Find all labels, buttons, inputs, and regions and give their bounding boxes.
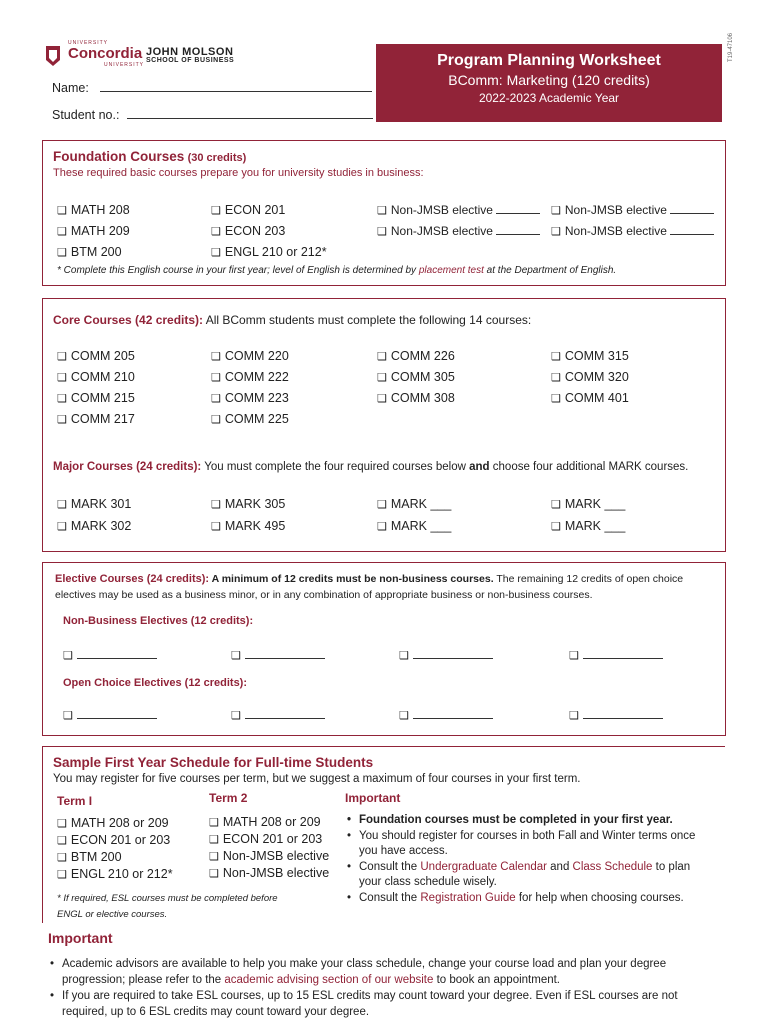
schedule-item[interactable]: ❑ ECON 201 or 203 <box>57 833 170 847</box>
important-heading: Important <box>345 791 401 805</box>
important-item: • Consult the Registration Guide for help when choosing courses. <box>345 891 715 907</box>
schedule-item[interactable]: ❑ MATH 208 or 209 <box>209 815 321 829</box>
elective-checkbox[interactable] <box>377 224 540 238</box>
course-checkbox[interactable]: ❑ COMM 305 <box>377 370 455 384</box>
elective-line[interactable] <box>496 234 540 235</box>
elective-bold: A minimum of 12 credits must be non-business courses. <box>209 573 494 585</box>
elective-blank-checkbox[interactable] <box>231 708 325 722</box>
major-description-bold: and <box>469 461 490 473</box>
foundation-description: These required basic courses prepare you for university studies in business: <box>53 167 424 179</box>
term2-heading: Term 2 <box>209 791 248 805</box>
course-checkbox[interactable]: ❑ ECON 201 <box>211 203 285 217</box>
schedule-item[interactable]: ❑ ENGL 210 or 212* <box>57 867 173 881</box>
elective-label: ❑ Non-JMSB elective <box>551 224 667 238</box>
course-checkbox[interactable]: ❑ COMM 222 <box>211 370 289 384</box>
foundation-note <box>57 265 616 276</box>
schedule-description: You may register for five courses per term, but we suggest a maximum of four courses in your first term. <box>53 773 581 785</box>
registration-guide-link[interactable]: Registration Guide <box>420 891 516 904</box>
course-checkbox[interactable]: ❑ MARK ___ <box>551 519 625 533</box>
course-checkbox[interactable]: ❑ COMM 223 <box>211 391 289 405</box>
core-title: Core Courses (42 credits): <box>53 313 204 327</box>
jmsb-logo <box>146 46 234 64</box>
important-title: Important <box>48 930 113 946</box>
course-checkbox[interactable]: ❑ BTM 200 <box>57 245 122 259</box>
schedule-important-list <box>345 813 715 906</box>
name-label: Name: <box>52 81 89 95</box>
course-checkbox[interactable]: ❑ MARK 301 <box>57 497 131 511</box>
important-bullet: • If you are required to take ESL courses, up to 15 ESL credits may count toward your degree. Even if ESL courses are not required, up to 6 ESL credits may count toward your degree. <box>48 988 724 1020</box>
important-item: • Consult the Undergraduate Calendar and Class Schedule to plan your class schedule wisely. <box>345 860 715 891</box>
core-description: All BComm students must complete the following 14 courses: <box>203 313 532 327</box>
note-text: * Complete this English course in your first year; level of English is determined by <box>57 265 419 276</box>
course-checkbox[interactable]: ❑ MATH 208 <box>57 203 130 217</box>
course-checkbox[interactable]: ❑ MARK ___ <box>551 497 625 511</box>
program-subtitle: BComm: Marketing (120 credits) <box>448 72 650 88</box>
concordia-logo <box>42 40 145 70</box>
schedule-item[interactable]: ❑ MATH 208 or 209 <box>57 816 169 830</box>
elective-line[interactable] <box>670 213 714 214</box>
course-checkbox[interactable]: ❑ COMM 225 <box>211 412 289 426</box>
elective-blank-checkbox[interactable] <box>399 708 493 722</box>
course-checkbox[interactable]: ❑ COMM 308 <box>377 391 455 405</box>
schedule-item[interactable]: ❑ Non-JMSB elective <box>209 866 329 880</box>
name-input-line[interactable] <box>100 91 372 92</box>
course-checkbox[interactable]: ❑ COMM 210 <box>57 370 135 384</box>
student-no-label: Student no.: <box>52 108 120 122</box>
form-code: T19-47106 <box>728 32 734 62</box>
concordia-emblem-icon <box>42 42 64 68</box>
elective-blank-checkbox[interactable] <box>63 648 157 662</box>
class-schedule-link[interactable]: Class Schedule <box>572 860 653 873</box>
elective-checkbox[interactable] <box>551 224 714 238</box>
elective-checkbox[interactable] <box>551 203 714 217</box>
major-description: You must complete the four required courses below <box>201 461 470 473</box>
course-checkbox[interactable]: ❑ ECON 203 <box>211 224 285 238</box>
course-checkbox[interactable]: ❑ COMM 217 <box>57 412 135 426</box>
student-no-input-line[interactable] <box>127 118 373 119</box>
elective-line[interactable] <box>670 234 714 235</box>
course-checkbox[interactable]: ❑ COMM 205 <box>57 349 135 363</box>
foundation-title: Foundation Courses <box>53 149 185 164</box>
elective-checkbox[interactable] <box>377 203 540 217</box>
placement-test-link[interactable]: placement test <box>418 265 484 276</box>
course-checkbox[interactable]: ❑ MARK 495 <box>211 519 285 533</box>
foundation-section <box>42 140 726 286</box>
foundation-credits: (30 credits) <box>187 152 247 164</box>
elective-title: Elective Courses (24 credits): <box>55 573 210 585</box>
logo-small-text-2: UNIVERSITY <box>104 62 145 68</box>
course-checkbox[interactable]: ❑ COMM 320 <box>551 370 629 384</box>
jmsb-line2: SCHOOL OF BUSINESS <box>146 57 235 64</box>
elective-blank-checkbox[interactable] <box>399 648 493 662</box>
course-checkbox[interactable]: ❑ MARK ___ <box>377 519 451 533</box>
undergraduate-calendar-link[interactable]: Undergraduate Calendar <box>420 860 547 873</box>
elective-section <box>42 562 726 736</box>
course-checkbox[interactable]: ❑ MATH 209 <box>57 224 130 238</box>
elective-heading <box>55 571 715 603</box>
elective-blank-checkbox[interactable] <box>63 708 157 722</box>
course-checkbox[interactable]: ❑ COMM 220 <box>211 349 289 363</box>
esl-note: * If required, ESL courses must be completed before ENGL or elective courses. <box>57 893 278 920</box>
schedule-item[interactable]: ❑ Non-JMSB elective <box>209 849 329 863</box>
foundation-heading <box>53 149 246 164</box>
major-heading <box>53 461 688 473</box>
title-banner <box>376 44 722 122</box>
course-checkbox[interactable]: ❑ MARK 305 <box>211 497 285 511</box>
course-checkbox[interactable]: ❑ COMM 401 <box>551 391 629 405</box>
elective-description: The remaining 12 credits of open choice electives may be used as a business minor, or in any combination of appropriate business or non-business courses. <box>55 573 684 601</box>
name-field[interactable] <box>52 81 372 95</box>
major-description-end: choose four additional MARK courses. <box>489 461 689 473</box>
logo-small-text: UNIVERSITY <box>68 40 109 46</box>
elective-blank-checkbox[interactable] <box>231 648 325 662</box>
schedule-item[interactable]: ❑ BTM 200 <box>57 850 122 864</box>
important-list <box>48 956 724 1020</box>
jmsb-line1: JOHN MOLSON <box>146 46 234 58</box>
term1-heading: Term I <box>57 794 93 808</box>
schedule-title: Sample First Year Schedule for Full-time Students <box>53 755 374 770</box>
schedule-item[interactable]: ❑ ECON 201 or 203 <box>209 832 322 846</box>
logo-name: Concordia <box>68 45 143 62</box>
course-checkbox[interactable]: ❑ MARK 302 <box>57 519 131 533</box>
elective-label: ❑ Non-JMSB elective <box>551 203 667 217</box>
core-major-section <box>42 298 726 552</box>
course-checkbox[interactable]: ❑ COMM 226 <box>377 349 455 363</box>
elective-blank-checkbox[interactable] <box>569 708 663 722</box>
non-business-title: Non-Business Electives (12 credits): <box>63 615 254 627</box>
elective-blank-checkbox[interactable] <box>569 648 663 662</box>
schedule-section <box>42 746 725 923</box>
important-item: • Foundation courses must be completed in your first year. <box>345 813 715 829</box>
core-heading <box>53 313 531 327</box>
note-text-end: at the Department of English. <box>483 265 617 276</box>
course-checkbox[interactable]: ❑ MARK ___ <box>377 497 451 511</box>
academic-advising-link[interactable]: academic advising section of our website <box>224 974 434 986</box>
major-title: Major Courses (24 credits): <box>53 461 202 473</box>
course-checkbox[interactable]: ❑ ENGL 210 or 212* <box>211 245 327 259</box>
open-choice-title: Open Choice Electives (12 credits): <box>63 677 248 689</box>
elective-label: ❑ Non-JMSB elective <box>377 224 493 238</box>
student-no-field[interactable] <box>52 108 373 122</box>
elective-line[interactable] <box>496 213 540 214</box>
course-checkbox[interactable]: ❑ COMM 215 <box>57 391 135 405</box>
important-item: • You should register for courses in both Fall and Winter terms once you have access. <box>345 829 715 860</box>
academic-year: 2022-2023 Academic Year <box>478 91 620 105</box>
important-bullet: • Academic advisors are available to help you make your class schedule, change your course load and plan your degree progression; please refer to the academic advising section of our website to book an appointment. <box>48 956 724 988</box>
page-title: Program Planning Worksheet <box>437 52 661 69</box>
elective-label: ❑ Non-JMSB elective <box>377 203 493 217</box>
course-checkbox[interactable]: ❑ COMM 315 <box>551 349 629 363</box>
